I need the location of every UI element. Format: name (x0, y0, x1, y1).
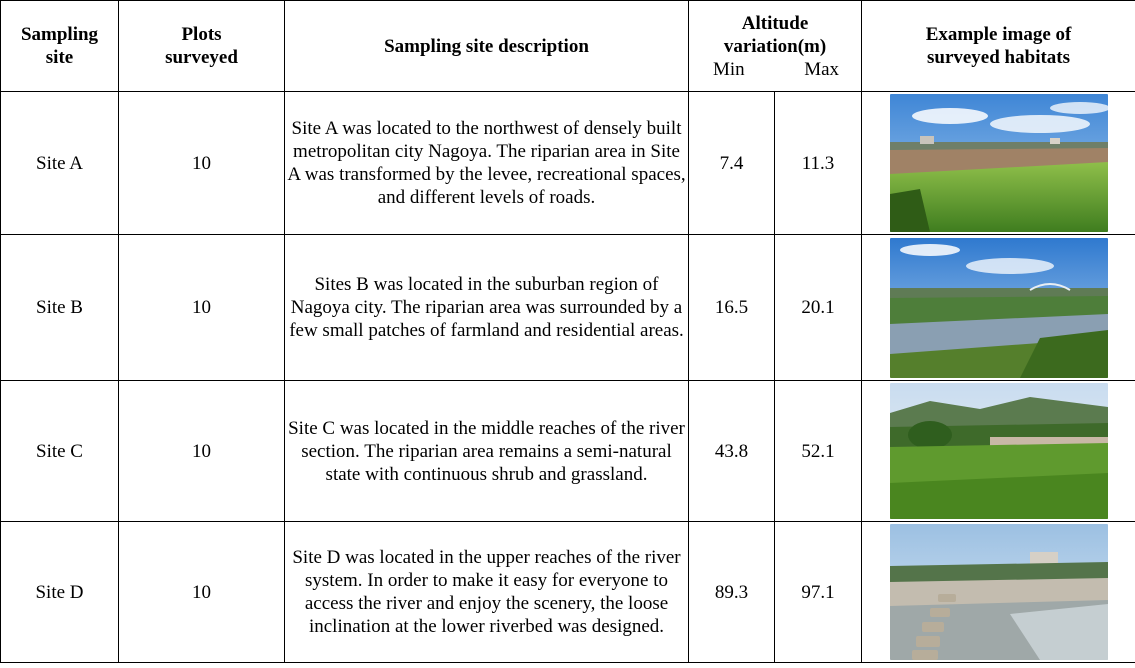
header-min: Min (713, 58, 745, 80)
header-description: Sampling site description (285, 1, 689, 92)
site-cell: Site C (1, 381, 119, 522)
description-cell: Site C was located in the middle reaches of the river section. The riparian area remains a semi-natural state with continuous shrub and grassland. (285, 381, 689, 522)
table-row (1, 381, 1135, 522)
image-cell (862, 381, 1135, 522)
site-cell: Site B (1, 235, 119, 381)
header-image-line1: Example image of (925, 24, 1072, 45)
plots-cell: 10 (119, 92, 285, 235)
site-cell: Site A (1, 92, 119, 235)
header-altitude (689, 1, 862, 92)
image-cell (862, 522, 1135, 663)
site-cell: Site D (1, 522, 119, 663)
header-max: Max (804, 58, 840, 80)
header-image-line2: surveyed habitats (926, 47, 1071, 68)
site-c-photo (890, 383, 1108, 519)
header-plots-line1: Plots (181, 24, 222, 45)
table-row (1, 522, 1135, 663)
table-row (1, 92, 1135, 235)
max-cell: 52.1 (775, 381, 862, 522)
header-example-image (862, 1, 1135, 92)
plots-cell: 10 (119, 381, 285, 522)
header-min-max (689, 58, 861, 81)
site-d-photo-graphic (890, 524, 1108, 660)
description-cell: Site D was located in the upper reaches of the river system. In order to make it easy for everyone to access the river and enjoy the scenery, the loose inclination at the lower riverbed was designed. (285, 522, 689, 663)
site-b-photo-graphic (890, 238, 1108, 378)
header-sampling-site-line1: Sampling (20, 24, 99, 45)
min-cell: 16.5 (689, 235, 775, 381)
min-cell: 7.4 (689, 92, 775, 235)
site-b-photo (890, 238, 1108, 378)
header-altitude-line1: Altitude (741, 12, 809, 34)
site-d-photo (890, 524, 1108, 660)
description-cell: Sites B was located in the suburban region of Nagoya city. The riparian area was surrounded by a few small patches of farmland and residential areas. (285, 235, 689, 381)
header-plots-line2: surveyed (165, 47, 238, 68)
plots-cell: 10 (119, 522, 285, 663)
table-header (1, 1, 1135, 92)
image-cell (862, 92, 1135, 235)
max-cell: 11.3 (775, 92, 862, 235)
header-altitude-line2: variation(m) (723, 35, 827, 57)
max-cell: 97.1 (775, 522, 862, 663)
min-cell: 89.3 (689, 522, 775, 663)
min-cell: 43.8 (689, 381, 775, 522)
max-cell: 20.1 (775, 235, 862, 381)
description-cell: Site A was located to the northwest of densely built metropolitan city Nagoya. The riparian area in Site A was transformed by the levee, recreational spaces, and different levels of roads. (285, 92, 689, 235)
plots-cell: 10 (119, 235, 285, 381)
site-c-photo-graphic (890, 383, 1108, 519)
header-sampling-site-line2: site (45, 47, 74, 68)
image-cell (862, 235, 1135, 381)
header-sampling-site (1, 1, 119, 92)
table-row (1, 235, 1135, 381)
header-plots-surveyed (119, 1, 285, 92)
site-a-photo (890, 94, 1108, 232)
site-a-photo-graphic (890, 94, 1108, 232)
